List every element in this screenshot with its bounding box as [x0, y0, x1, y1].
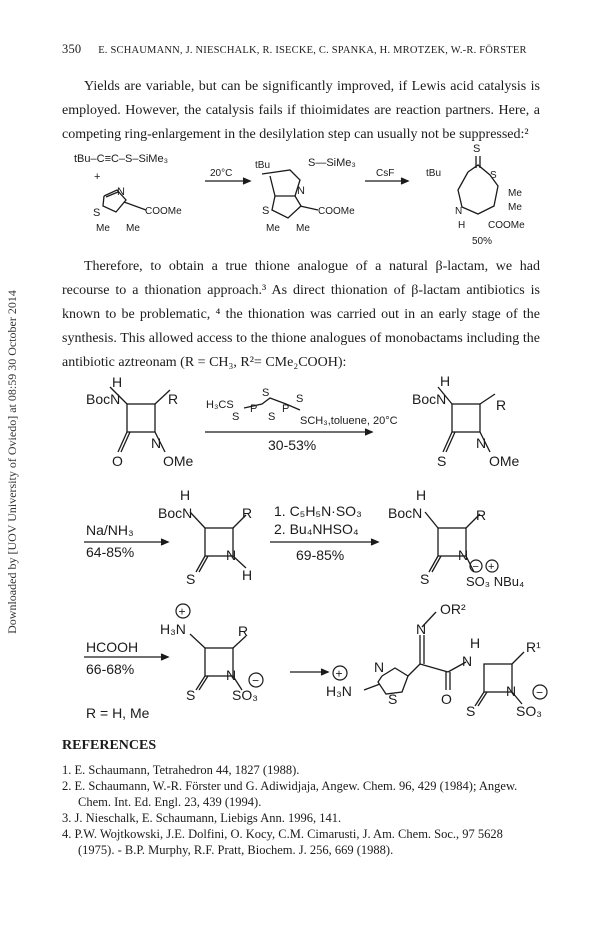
- paragraph-2-text: Therefore, to obtain a true thione analogue of a natural β-lactam, we had recourse to a thionation approach.³ As direct thionation of β-lactam antibiotics is known to be problematic, ⁴ the thionation was carried out in an early stage of the synthesis. This allowed access to the thione analogues of monobactams including the antibiotic aztreonam (R = CH₃, R²= CMe₂COOH):: [62, 259, 540, 370]
- reference-item: 2. E. Schaumann, W.-R. Förster und G. Adiwidjaja, Angew. Chem. 96, 429 (1984); Angew. Chem. Int. Ed. Engl. 23, 439 (1994).: [62, 779, 518, 809]
- r-label: R: [476, 507, 487, 523]
- r-label: R: [238, 623, 249, 639]
- atom-n: N: [455, 206, 463, 217]
- paragraph-1-text: Yields are variable, but can be significantly improved, if Lewis acid catalysis is employed. However, the catalysis fails if thioimidates are reaction partners. Here, a competing ring-enlargement in the desilylation step can usually not be suppressed:²: [62, 79, 540, 142]
- paragraph-1: [62, 75, 540, 147]
- references-list: [62, 762, 542, 858]
- so3-nbu4-label: SO₃ NBu₄: [466, 574, 525, 589]
- tbu-label: tBu: [426, 168, 442, 179]
- reference-item: 4. P.W. Wojtkowski, J.E. Dolfini, O. Kocy, C.M. Cimarusti, J. Am. Chem. Soc., 97 5628 (1975). - B.P. Murphy, R.F. Pratt, Biochem. J. 256, 669 (1988).: [62, 827, 503, 857]
- atom-s: S: [186, 571, 196, 587]
- references-heading: REFERENCES: [62, 738, 157, 753]
- me-label-1: Me: [96, 223, 110, 234]
- hcooh-reagent: HCOOH: [86, 639, 139, 655]
- r-definition: R = H, Me: [86, 705, 150, 721]
- me-label-1: Me: [266, 223, 280, 234]
- bocn-label: BocN: [388, 505, 423, 521]
- minus-sign: −: [472, 561, 479, 573]
- atom-h: H: [440, 373, 451, 389]
- atom-n: N: [297, 185, 305, 197]
- lawesson-s-bottom: S: [268, 411, 276, 423]
- atom-o: O: [112, 453, 123, 469]
- atom-s: S: [262, 205, 270, 217]
- plus-sign: +: [488, 561, 495, 573]
- me-label-2: Me: [508, 202, 522, 213]
- coome-label: COOMe: [488, 220, 525, 231]
- s-sime3-label: S—SiMe₃: [308, 157, 356, 169]
- h3n-label: H₃N: [326, 683, 352, 699]
- lawesson-p1: P: [250, 403, 258, 415]
- condition-20c: 20°C: [210, 168, 233, 179]
- plus-sign: +: [178, 604, 186, 619]
- thiazole-n: N: [374, 659, 385, 675]
- na-nh3-reagent: Na/NH₃: [86, 522, 134, 538]
- lawesson-s-top: S: [262, 387, 270, 399]
- yield-69-85: 69-85%: [296, 547, 345, 563]
- plus-sign: +: [335, 666, 343, 681]
- atom-h: H: [112, 374, 123, 390]
- so3-label: SO₃: [232, 687, 258, 703]
- atom-o: O: [441, 691, 452, 707]
- ome-label: OMe: [489, 453, 520, 469]
- bocn-label: BocN: [412, 391, 447, 407]
- atom-n: N: [151, 435, 162, 451]
- reference-item: 1. E. Schaumann, Tetrahedron 44, 1827 (1988).: [62, 763, 300, 777]
- running-header: [62, 42, 527, 57]
- atom-n: N: [506, 683, 517, 699]
- paragraph-2: [62, 255, 540, 375]
- reference-item: 3. J. Nieschalk, E. Schaumann, Liebigs Ann. 1996, 141.: [62, 811, 342, 825]
- yield-66-68: 66-68%: [86, 661, 135, 677]
- me-label-2: Me: [296, 223, 310, 234]
- atom-h: H: [470, 635, 481, 651]
- bocn-label: BocN: [158, 505, 193, 521]
- atom-n: N: [462, 653, 473, 669]
- tbu-label: tBu: [255, 160, 271, 171]
- atom-h: H: [180, 487, 191, 503]
- lawesson-h3cs: H₃CS: [206, 399, 234, 411]
- coome-label: COOMe: [145, 206, 182, 217]
- ome-label: OMe: [163, 453, 194, 469]
- atom-s: S: [420, 571, 430, 587]
- lawesson-p2: P: [282, 403, 290, 415]
- atom-n: N: [458, 547, 469, 563]
- lawesson-s-right: S: [296, 393, 304, 405]
- yield-64-85: 64-85%: [86, 544, 135, 560]
- r-label: R: [168, 391, 179, 407]
- thiazole-s: S: [388, 691, 398, 707]
- atom-n: N: [476, 435, 487, 451]
- yield-50: 50%: [472, 236, 493, 247]
- r-label: R: [496, 397, 507, 413]
- minus-sign: −: [536, 685, 544, 700]
- atom-n: N: [226, 547, 237, 563]
- r-label: R: [242, 505, 253, 521]
- atom-h: H: [458, 220, 466, 231]
- me-label-2: Me: [126, 223, 140, 234]
- lawesson-s-left: S: [232, 411, 240, 423]
- yield-30-53: 30-53%: [268, 437, 317, 453]
- download-watermark: Downloaded by [UOV University of Oviedo] at 08:59 30 October 2014: [5, 290, 19, 634]
- atom-s-thione: S: [473, 143, 481, 155]
- header-authors: E. SCHAUMANN, J. NIESCHALK, R. ISECKE, C. SPANKA, H. MROTZEK, W.-R. FÖRSTER: [98, 45, 527, 56]
- or2-label: OR²: [440, 601, 466, 617]
- atom-n: N: [226, 667, 237, 683]
- minus-sign: −: [252, 673, 260, 688]
- atom-h: H: [416, 487, 427, 503]
- bocn-label: BocN: [86, 391, 121, 407]
- plus-sign: +: [94, 171, 101, 183]
- atom-s-ring: S: [490, 170, 497, 181]
- lawesson-conditions: SCH₃,toluene, 20°C: [300, 415, 398, 427]
- atom-n: N: [117, 186, 125, 198]
- reagent-alkyne: tBu–C≡C–S–SiMe₃: [74, 153, 169, 165]
- atom-s: S: [437, 453, 447, 469]
- atom-s: S: [466, 703, 476, 719]
- h3n-label: H₃N: [160, 621, 186, 637]
- condition-csf: CsF: [376, 168, 395, 179]
- coome-label: COOMe: [318, 206, 355, 217]
- atom-s: S: [186, 687, 196, 703]
- me-label-1: Me: [508, 188, 522, 199]
- step-b-reagent: 2. Bu₄NHSO₄: [274, 521, 359, 537]
- so3-label: SO₃: [516, 703, 542, 719]
- step-a-reagent: 1. C₅H₅N·SO₃: [274, 503, 362, 519]
- atom-s: S: [93, 207, 101, 219]
- atom-h: H: [242, 567, 253, 583]
- r1-label: R¹: [526, 639, 541, 655]
- page-number: 350: [62, 42, 82, 56]
- oxime-n: N: [416, 621, 427, 637]
